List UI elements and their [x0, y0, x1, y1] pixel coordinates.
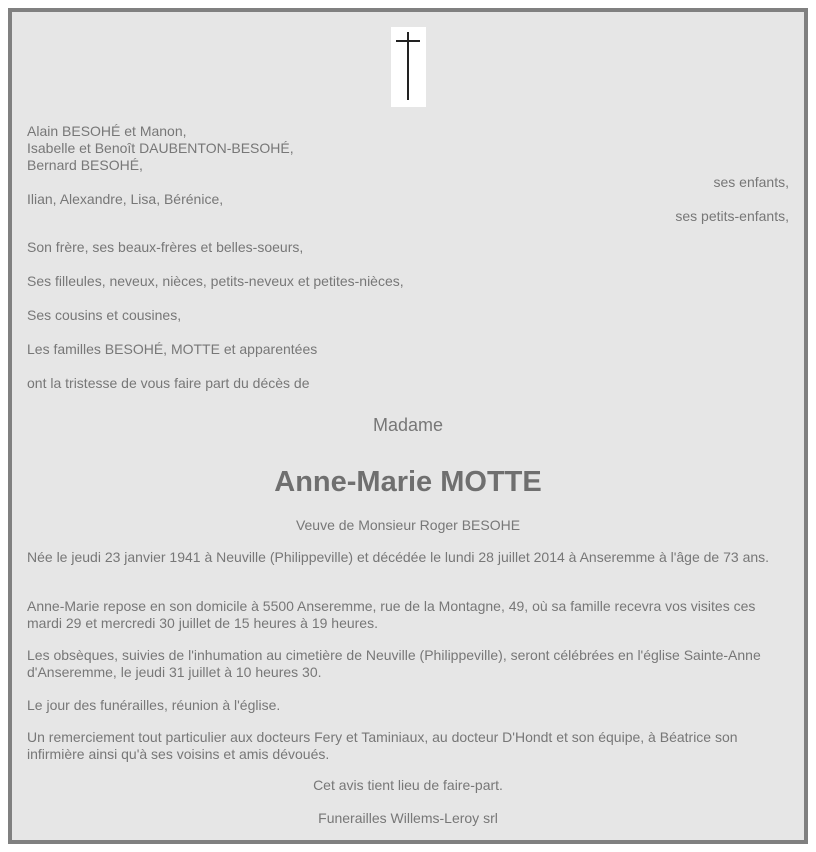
- children-label: ses enfants,: [713, 174, 789, 190]
- notice-line: Cet avis tient lieu de faire-part.: [313, 777, 503, 793]
- family-line: Ses filleules, neveux, nièces, petits-neveux et petites-nièces,: [27, 273, 404, 289]
- announcement-line: ont la tristesse de vous faire part du décès de: [27, 375, 310, 391]
- cross-vertical-bar: [407, 32, 409, 100]
- funeral-home: Funerailles Willems-Leroy srl: [318, 810, 498, 826]
- obituary-panel: [8, 8, 808, 844]
- funeral-paragraph: Les obsèques, suivies de l'inhumation au cimetière de Neuville (Philippeville), seront célébrées en l'église Sainte-Anne d'Anseremme, le jeudi 31 juillet à 10 heures 30.: [27, 647, 761, 680]
- child-line: Bernard BESOHÉ,: [27, 157, 143, 173]
- family-line: Les familles BESOHÉ, MOTTE et apparentées: [27, 341, 318, 357]
- deceased-title: Madame: [372, 415, 444, 435]
- family-line: Ses cousins et cousines,: [27, 307, 182, 323]
- gathering-paragraph: Le jour des funérailles, réunion à l'église.: [27, 697, 281, 713]
- visitation-paragraph: Anne-Marie repose en son domicile à 5500 Anseremme, rue de la Montagne, 49, où sa famille recevra vos visites ces mardi 29 et mercredi 30 juillet de 15 heures à 19 heures.: [27, 598, 756, 631]
- thanks-paragraph: Un remerciement tout particulier aux docteurs Fery et Taminiaux, au docteur D'Hondt et son équipe, à Béatrice son infirmière ainsi qu'à ses voisins et amis dévoués.: [27, 729, 738, 762]
- cross-horizontal-bar: [396, 40, 420, 42]
- family-line: Son frère, ses beaux-frères et belles-soeurs,: [27, 239, 304, 255]
- deceased-name: Anne-Marie MOTTE: [274, 466, 542, 498]
- grandchildren-label: ses petits-enfants,: [675, 208, 789, 224]
- deceased-spouse: Veuve de Monsieur Roger BESOHE: [295, 517, 521, 533]
- child-line: Alain BESOHÉ et Manon,: [27, 123, 187, 139]
- grandchildren-line: Ilian, Alexandre, Lisa, Bérénice,: [27, 191, 224, 207]
- birth-death-paragraph: Née le jeudi 23 janvier 1941 à Neuville (Philippeville) et décédée le lundi 28 juillet 2014 à Anseremme à l'âge de 73 ans.: [27, 549, 770, 565]
- cross-icon: [391, 27, 426, 107]
- child-line: Isabelle et Benoît DAUBENTON-BESOHÉ,: [27, 140, 294, 156]
